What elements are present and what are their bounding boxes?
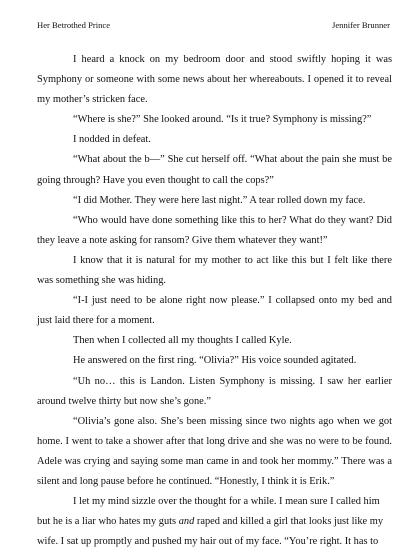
book-title: Her Betrothed Prince <box>37 20 111 30</box>
emphasis-word: and <box>178 516 195 528</box>
body-text <box>37 50 392 552</box>
paragraph: I heard a knock on my bedroom door and stood swiftly hoping it was Symphony or someone with some news about her whereabouts. I opened it to reveal my mother’s stricken face. <box>37 54 392 106</box>
paragraph: “What about the b—” She cut herself off. “What about the pain she must be going through? Have you even thought to call the cops?” <box>37 154 392 186</box>
final-paragraph <box>37 492 392 552</box>
running-header <box>37 20 390 32</box>
paragraph: I nodded in defeat. <box>73 134 151 146</box>
final-paragraph-before: I let my mind sizzle over the thought for a while. I mean sure I called him but he is a liar who hates my guts <box>37 496 380 528</box>
paragraph: “Where is she?” She looked around. “Is it true? Symphony is missing?” <box>73 114 372 126</box>
final-paragraph-after: raped and killed a girl that looks just like my wife. I sat up promptly and pushed my hair out of my face. “You’re right. It has to <box>37 516 384 548</box>
paragraph: “Who would have done something like this to her? What do they want? Did they leave a note asking for ransom? Give them whatever they want!” <box>37 214 392 246</box>
paragraph: “I-I just need to be alone right now please.” I collapsed onto my bed and just laid there for a moment. <box>37 295 392 327</box>
paragraph: “Olivia’s gone also. She’s been missing since two nights ago when we got home. I went to take a shower after that long drive and she was no were to be found. Adele was crying and saying some man came in and took her mommy.” There was a silent and long pause before he continued. “Honestly, I think it is Erik.” <box>37 415 392 487</box>
author-name: Jennifer Brunner <box>332 20 390 30</box>
paragraph: “I did Mother. They were here last night.” A tear rolled down my face. <box>73 194 366 206</box>
paragraph: Then when I collected all my thoughts I called Kyle. <box>73 335 292 347</box>
paragraph: I know that it is natural for my mother to act like this but I felt like there was something she was hiding. <box>37 254 392 287</box>
paragraph: “Uh no… this is Landon. Listen Symphony is missing. I saw her earlier around twelve thirty but now she’s gone.” <box>37 375 392 407</box>
paragraph: He answered on the first ring. “Olivia?” His voice sounded agitated. <box>73 355 357 367</box>
